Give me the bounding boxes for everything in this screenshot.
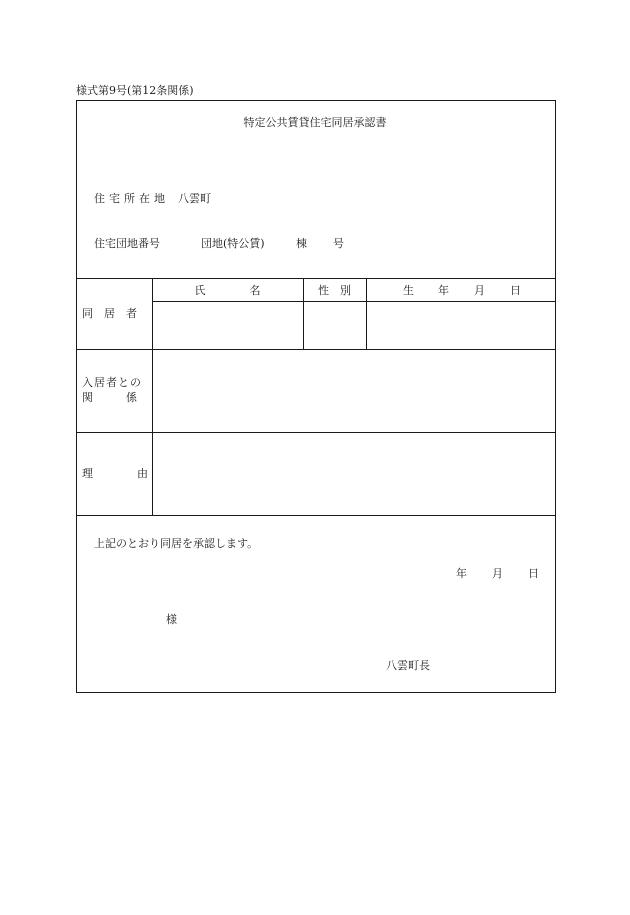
column-name: 氏 名 [194, 284, 261, 297]
unit-label: 号 [333, 237, 344, 250]
issuer: 八雲町長 [386, 659, 430, 672]
relation-label-line2: 関 係 [82, 391, 137, 404]
divider-header-row [152, 301, 555, 302]
approval-date-year: 年 [456, 567, 467, 580]
column-birth-day: 日 [510, 284, 521, 297]
complex-value: 団地(特公賃) [201, 237, 265, 250]
divider-gender-column [366, 278, 367, 349]
approval-statement: 上記のとおり同居を承認します。 [94, 537, 259, 550]
relation-label-line1: 入居者との [82, 376, 142, 389]
document-title: 特定公共賃貸住宅同居承認書 [243, 116, 387, 129]
complex-label: 住宅団地番号 [94, 237, 160, 250]
column-birth-year: 年 [438, 284, 449, 297]
address-label: 住宅所在地 [94, 192, 169, 205]
addressee-suffix: 様 [166, 613, 177, 626]
divider-top-table [77, 278, 555, 279]
divider-cohabitant [77, 349, 555, 350]
form-number: 様式第9号(第12条関係) [76, 84, 194, 97]
building-label: 棟 [296, 237, 307, 250]
cohabitant-label: 同 居 者 [82, 307, 137, 320]
divider-reason [77, 515, 555, 516]
divider-label-column [152, 278, 153, 515]
approval-date-month: 月 [492, 567, 503, 580]
divider-relation [77, 432, 555, 433]
column-birth-label: 生 [403, 284, 414, 297]
column-gender: 性 別 [318, 284, 351, 297]
address-value: 八雲町 [178, 192, 211, 205]
reason-label: 理 由 [82, 467, 148, 480]
approval-date-day: 日 [528, 567, 539, 580]
form-frame [76, 100, 556, 693]
column-birth-month: 月 [474, 284, 485, 297]
